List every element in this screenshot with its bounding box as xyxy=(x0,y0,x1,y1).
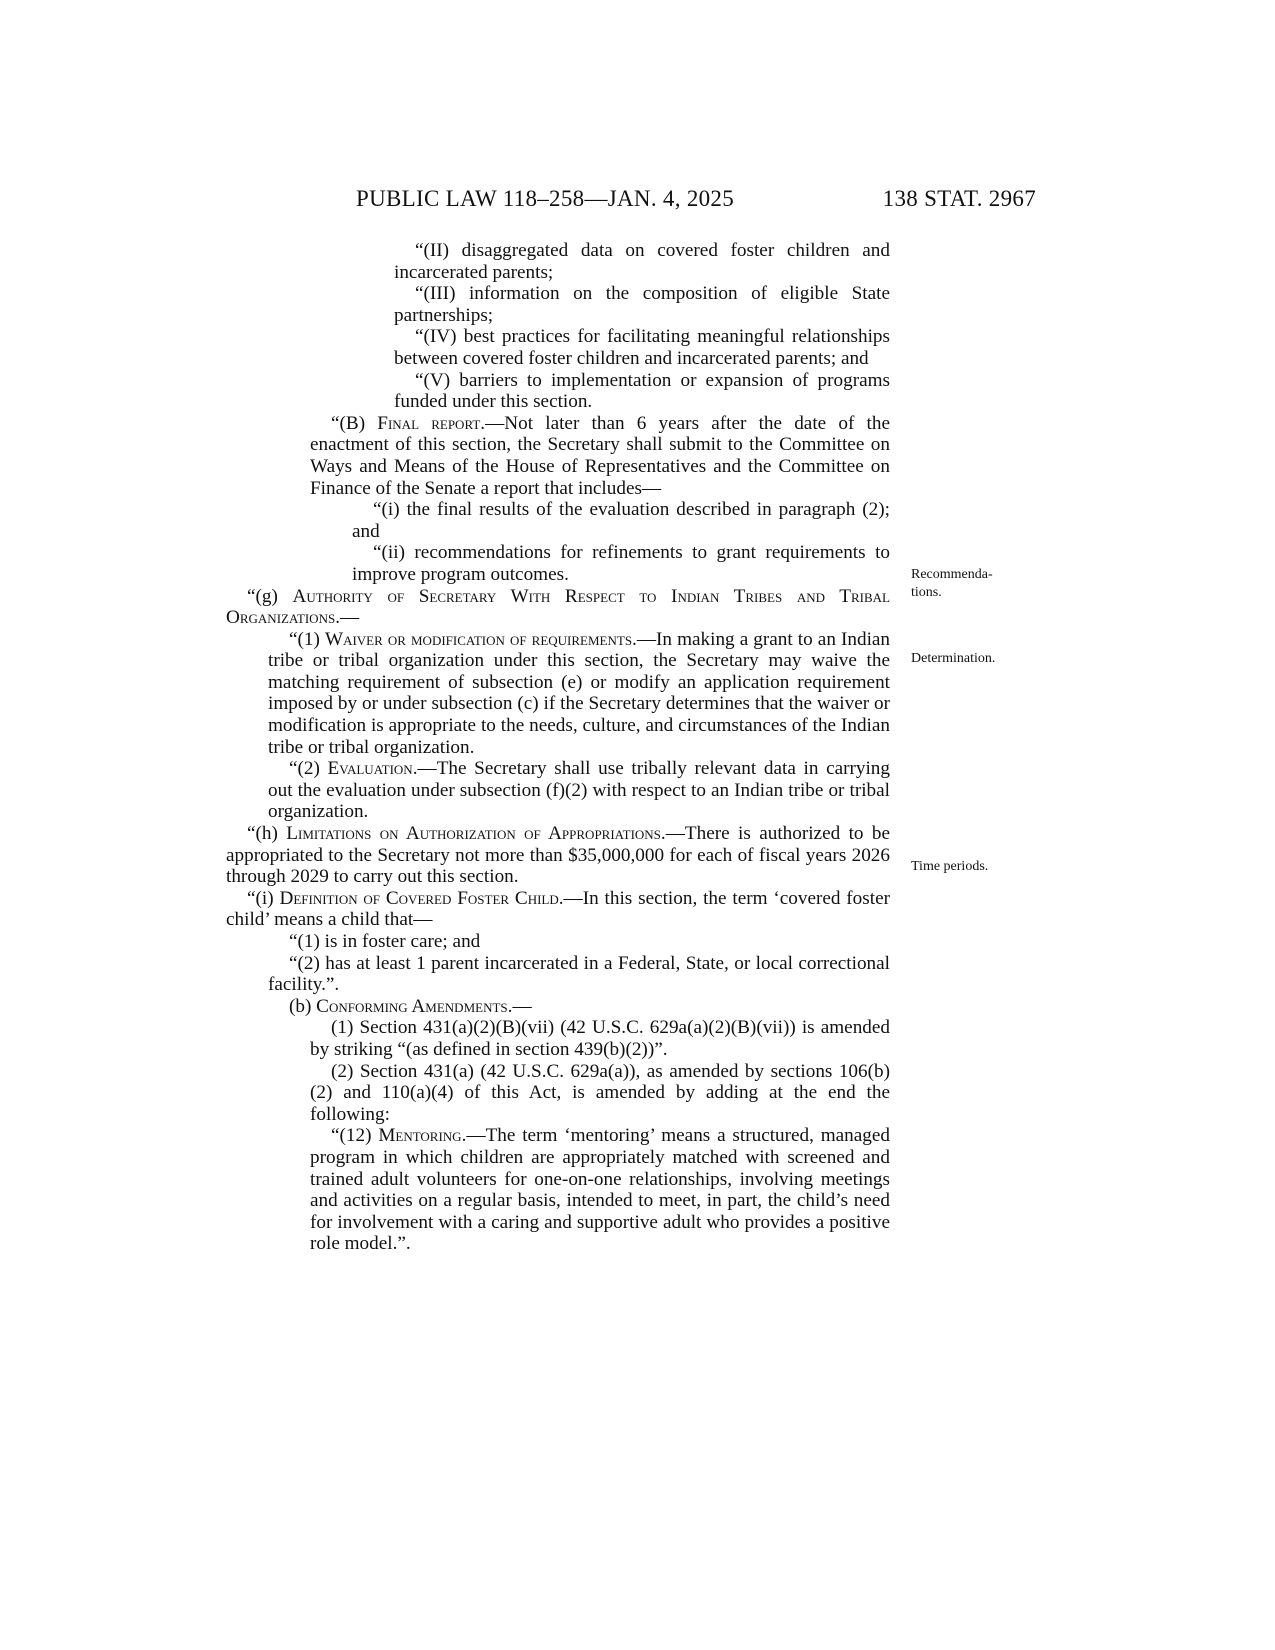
heading: Evaluation xyxy=(327,758,413,780)
lead: “(g) xyxy=(247,585,293,607)
margin-note-line: Recommenda- xyxy=(911,567,993,582)
margin-note-line: tions. xyxy=(911,585,942,600)
conforming-item-2: (2) Section 431(a) (42 U.S.C. 629a(a)), as amended by sections 106(b)(2) and 110(a)(4) of this Act, is amended by adding at the end the following: xyxy=(310,1060,890,1125)
definition-item-1: “(1) is in foster care; and xyxy=(289,931,481,952)
heading: Conforming Amendments xyxy=(316,995,508,1017)
heading: Mentoring xyxy=(378,1125,462,1147)
clause-ii-recommendations: “(ii) recommendations for refinements to grant requirements to improve program outcomes. xyxy=(352,542,890,585)
law-title: PUBLIC LAW 118–258—JAN. 4, 2025 xyxy=(356,186,735,211)
subsection-h xyxy=(226,823,890,888)
lead: “(2) xyxy=(289,758,328,780)
text: .—There is authorized to be appropriated to the Secretary not more than $35,000,000 for each of fiscal years 2026 through 2029 to carry out this section. xyxy=(226,823,890,888)
conforming-item-1: (1) Section 431(a)(2)(B)(vii) (42 U.S.C. 629a(a)(2)(B)(vii)) is amended by striking “(as defined in section 439(b)(2))”. xyxy=(310,1017,890,1060)
clause-i-final-results: “(i) the final results of the evaluation described in paragraph (2); and xyxy=(352,499,890,542)
lead: “(i) xyxy=(247,887,280,909)
subparagraph-b-final-report xyxy=(226,413,890,499)
margin-note-determination: Determination. xyxy=(911,651,996,666)
subsection-g xyxy=(226,586,890,629)
heading: Limitations on Authorization of Appropriations xyxy=(286,823,661,845)
heading: Final report xyxy=(377,412,481,434)
paragraph-2-evaluation xyxy=(226,758,890,823)
lead: “(12) xyxy=(331,1125,379,1147)
clause-iv: “(IV) best practices for facilitating meaningful relationships between covered foster children and incarcerated parents; and xyxy=(394,326,890,369)
stat-page-number: 138 STAT. 2967 xyxy=(882,186,1036,211)
text: .—Not later than 6 years after the date of the enactment of this section, the Secretary shall submit to the Committee on Ways and Means of the House of Representatives and the Committee on Finance of the Senate a report that includes— xyxy=(310,412,890,499)
paragraph-12-mentoring xyxy=(226,1125,890,1255)
clause-v: “(V) barriers to implementation or expansion of programs funded under this section. xyxy=(394,369,890,413)
section-b-conforming xyxy=(226,996,890,1018)
lead: “(B) xyxy=(331,412,378,434)
clause-iii: “(III) information on the composition of eligible State partnerships; xyxy=(394,283,890,326)
heading: Definition of Covered Foster Child xyxy=(279,887,559,909)
lead: “(h) xyxy=(247,823,287,845)
lead: “(1) xyxy=(289,628,325,650)
heading: Waiver or modification of requirements xyxy=(324,628,633,650)
text: .—In making a grant to an Indian tribe or tribal organization under this section, the Secretary may waive the matching requirement of subsection (e) or modify an application requirement imposed by or under subsection (c) if the Secretary determines that the waiver or modification is appropriate to the needs, culture, and circumstances of the Indian tribe or tribal organization. xyxy=(268,628,891,758)
text: .— xyxy=(507,995,532,1017)
definition-item-2: “(2) has at least 1 parent incarcerated in a Federal, State, or local correctional facility.”. xyxy=(268,952,890,996)
text: .—The Secretary shall use tribally relevant data in carrying out the evaluation under subsection (f)(2) with respect to an Indian tribe or tribal organization. xyxy=(268,758,890,823)
margin-note-recommendations xyxy=(911,566,1051,602)
subsection-i xyxy=(226,888,890,931)
clause-ii: “(II) disaggregated data on covered foster children and incarcerated parents; xyxy=(394,240,890,283)
heading: Authority of Secretary With Respect to Indian Tribes and Tribal Organizations xyxy=(226,585,890,629)
text: .—In this section, the term ‘covered foster child’ means a child that— xyxy=(226,887,890,931)
statute-body xyxy=(226,240,890,1255)
margin-note-time-periods: Time periods. xyxy=(911,859,989,874)
text: .— xyxy=(335,607,360,629)
text: .—The term ‘mentoring’ means a structured, managed program in which children are appropriately matched with screened and trained adult volunteers for one-on-one relationships, involving meetings and activities on a regular basis, intended to meet, in part, the child’s need for involvement with a caring and supportive adult who provides a positive role model.”. xyxy=(310,1125,890,1255)
lead: (b) xyxy=(289,995,317,1017)
page-header xyxy=(226,186,1036,218)
paragraph-1-waiver xyxy=(226,629,890,759)
